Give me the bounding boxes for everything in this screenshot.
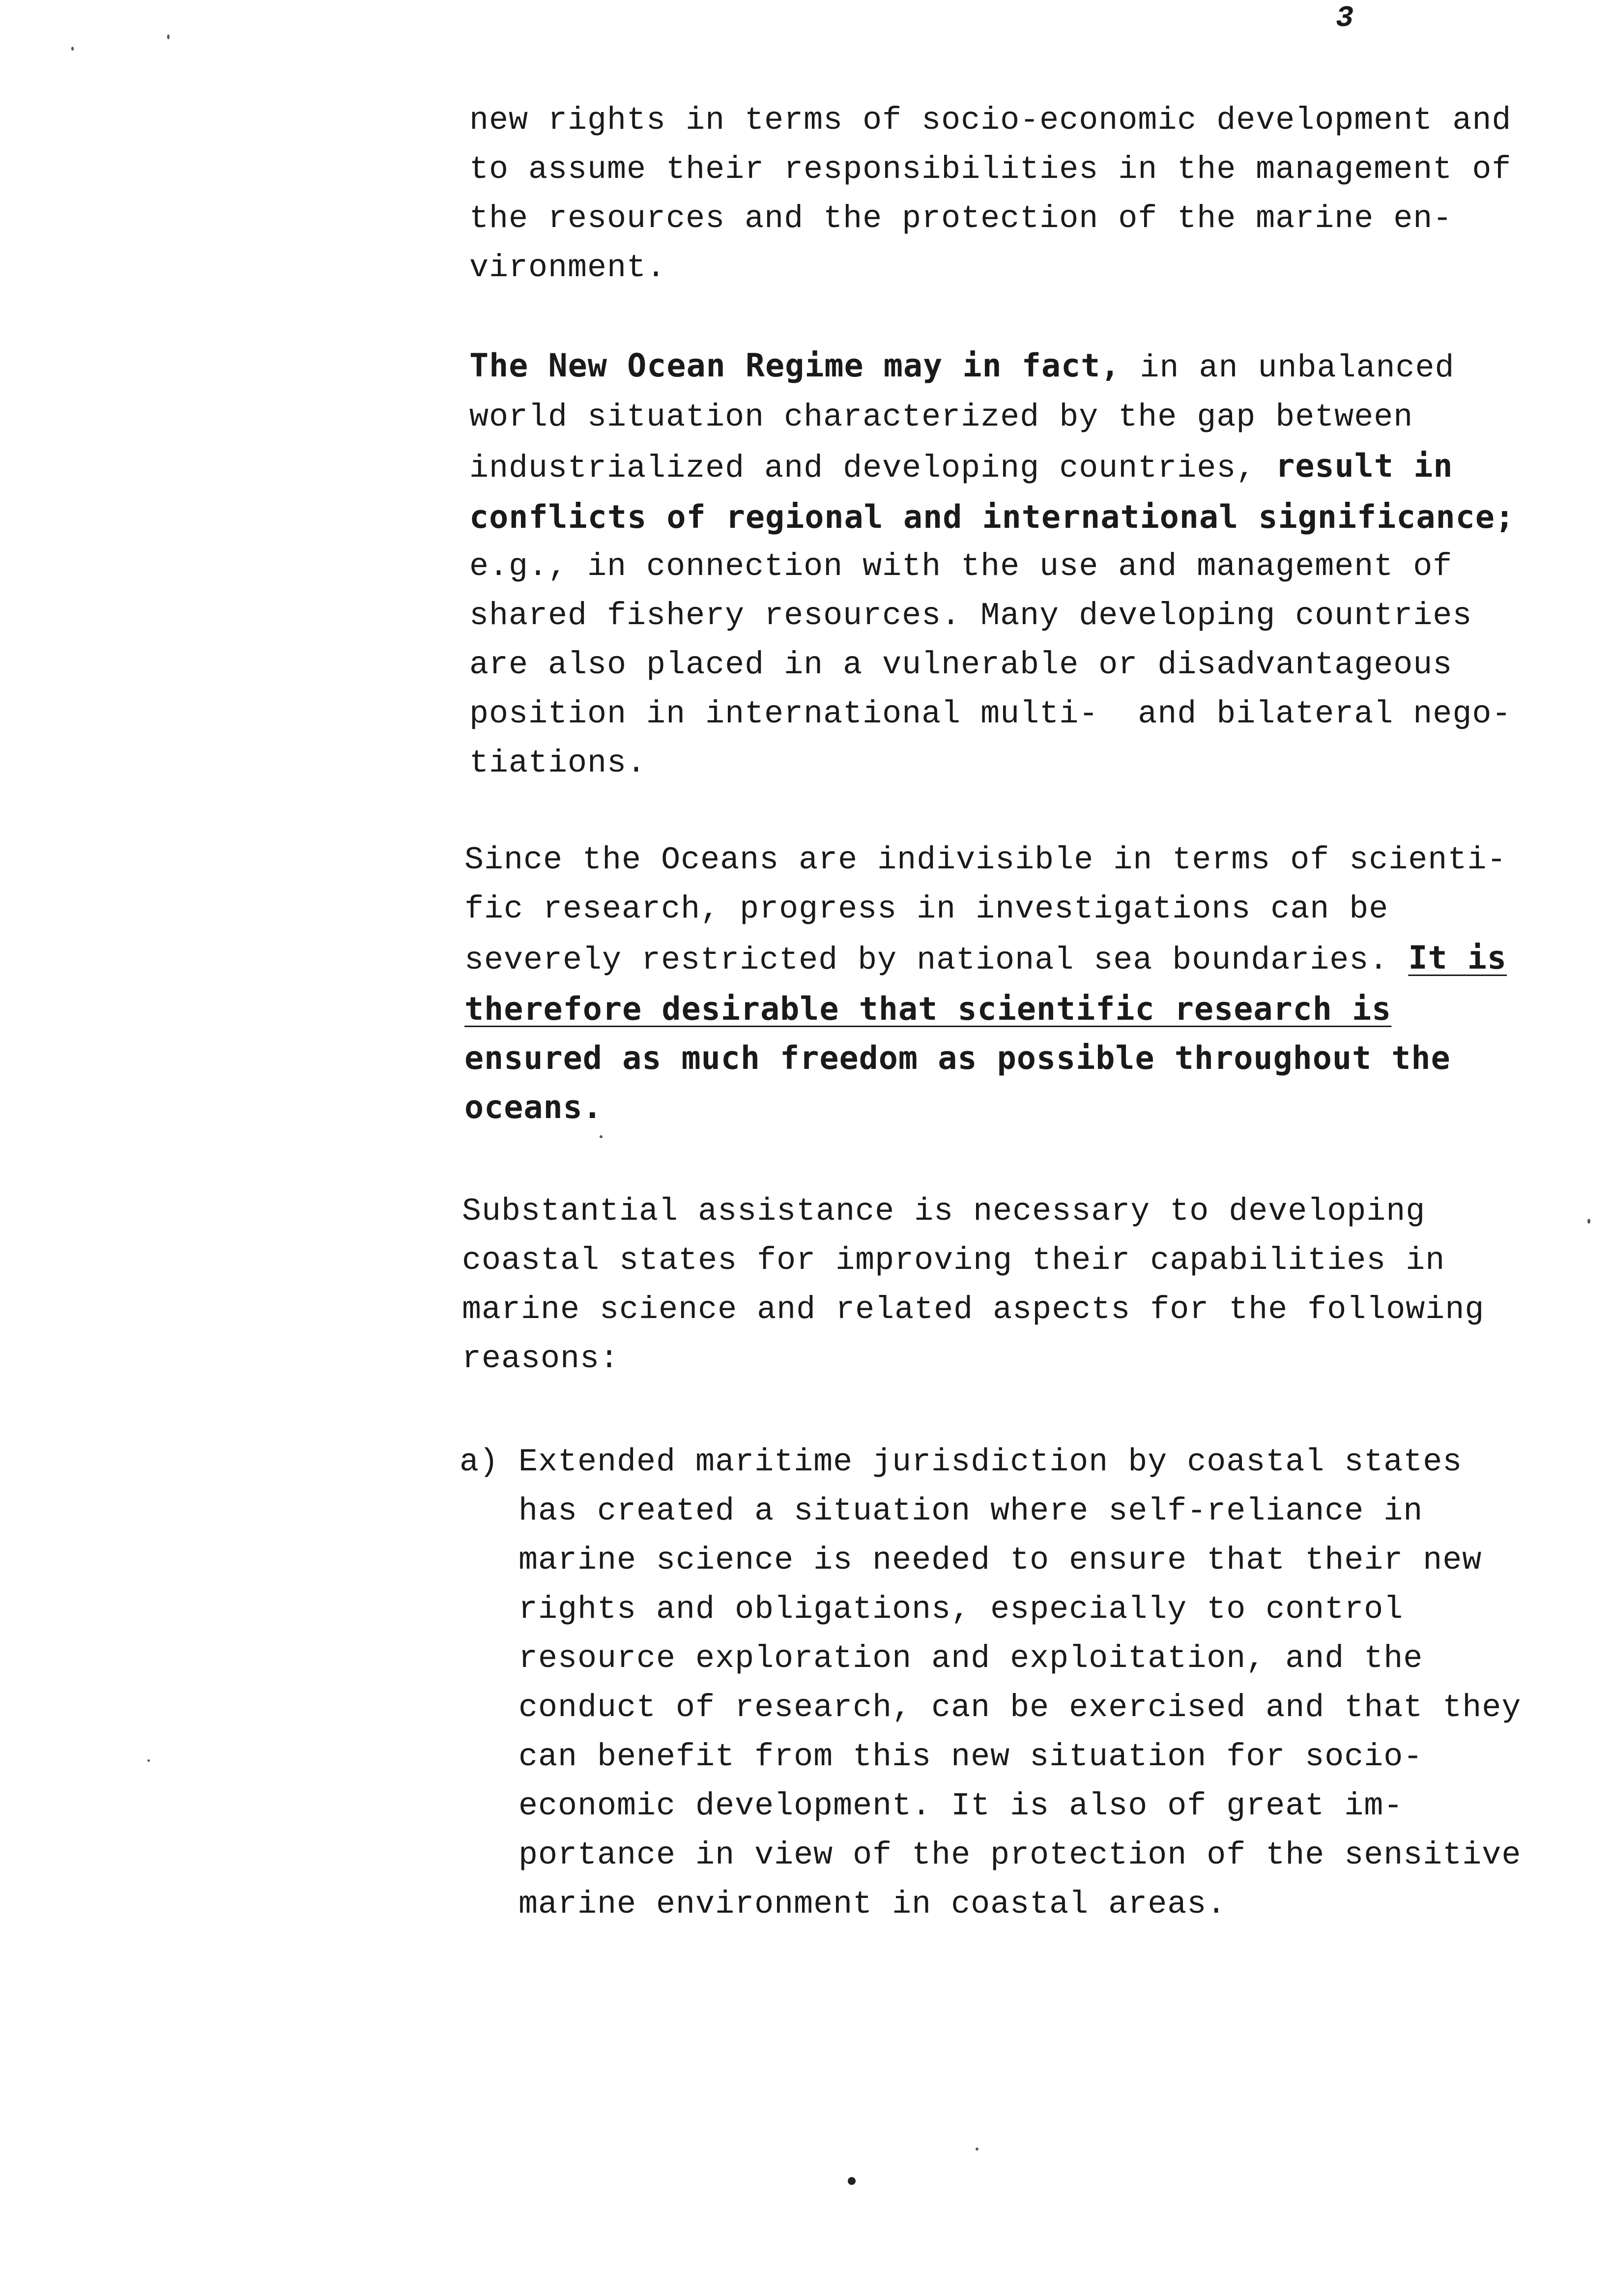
- paragraph-line: coastal states for improving their capabilities in: [462, 1242, 1445, 1279]
- paragraph-line: [464, 934, 1560, 985]
- scan-speck: [848, 2177, 856, 2185]
- scan-speck: [976, 2148, 979, 2151]
- text-run: in an unbalanced: [1120, 350, 1455, 386]
- bold-line: ensured as much freedom as possible throughout the: [464, 1040, 1451, 1077]
- paragraph-line: fic research, progress in investigations can be: [464, 891, 1389, 927]
- paragraph-1: [469, 96, 1565, 292]
- underlined-bold-phrase: therefore desirable that scientific research is: [464, 991, 1392, 1028]
- scan-speck: [1587, 1219, 1590, 1224]
- paragraph-line: reasons:: [462, 1341, 620, 1377]
- bold-phrase: The New Ocean Regime may in fact,: [469, 347, 1121, 384]
- paragraph-line: e.g., in connection with the use and management of: [469, 548, 1453, 585]
- paragraph-line: rights and obligations, especially to control: [518, 1591, 1404, 1628]
- paragraph-line: to assume their responsibilities in the management of: [469, 151, 1512, 188]
- bold-line: [464, 985, 1560, 1034]
- bold-phrase: result in: [1275, 448, 1453, 485]
- scan-speck: [167, 34, 170, 39]
- scan-speck: [71, 47, 74, 51]
- bold-line: conflicts of regional and international significance;: [469, 499, 1515, 536]
- paragraph-line: marine science and related aspects for the following: [462, 1292, 1485, 1328]
- paragraph-line: has created a situation where self-reliance in: [518, 1493, 1423, 1529]
- bold-line: oceans.: [464, 1089, 603, 1126]
- paragraph-line: [469, 442, 1565, 493]
- paragraph-line: vironment.: [469, 250, 666, 286]
- scan-speck: [147, 1759, 150, 1762]
- paragraph-line: [469, 342, 1565, 393]
- paragraph-line: shared fishery resources. Many developing countries: [469, 598, 1472, 634]
- paragraph-line: Extended maritime jurisdiction by coastal states: [518, 1444, 1463, 1480]
- paragraph-line: position in international multi- and bilateral nego-: [469, 696, 1512, 732]
- paragraph-line: tiations.: [469, 745, 647, 781]
- paragraph-3: [464, 835, 1560, 1132]
- paragraph-line: conduct of research, can be exercised and that they: [518, 1690, 1522, 1726]
- text-run: industrialized and developing countries,: [469, 450, 1276, 487]
- paragraph-line: are also placed in a vulnerable or disadvantageous: [469, 647, 1453, 683]
- list-item-body: [518, 1437, 1575, 1929]
- paragraph-4: [462, 1187, 1558, 1383]
- page-number: 3: [1336, 2, 1354, 35]
- paragraph-2: [469, 342, 1565, 788]
- paragraph-line: world situation characterized by the gap between: [469, 399, 1413, 435]
- paragraph-line: new rights in terms of socio-economic development and: [469, 102, 1512, 139]
- paragraph-line: can benefit from this new situation for socio-: [518, 1739, 1423, 1775]
- paragraph-line: the resources and the protection of the marine en-: [469, 201, 1453, 237]
- text-run: severely restricted by national sea boundaries.: [464, 942, 1409, 978]
- paragraph-line: marine science is needed to ensure that their new: [518, 1542, 1482, 1578]
- underlined-bold-phrase: It is: [1408, 940, 1507, 976]
- paragraph-line: marine environment in coastal areas.: [518, 1886, 1227, 1923]
- paragraph-line: economic development. It is also of great im-: [518, 1788, 1404, 1824]
- paragraph-line: resource exploration and exploitation, and the: [518, 1640, 1423, 1677]
- scan-speck: [600, 1135, 603, 1138]
- paragraph-line: portance in view of the protection of the sensitive: [518, 1837, 1522, 1873]
- list-item-label: a): [460, 1444, 499, 1480]
- paragraph-line: Since the Oceans are indivisible in terms of scienti-: [464, 842, 1507, 878]
- paragraph-line: Substantial assistance is necessary to developing: [462, 1193, 1426, 1230]
